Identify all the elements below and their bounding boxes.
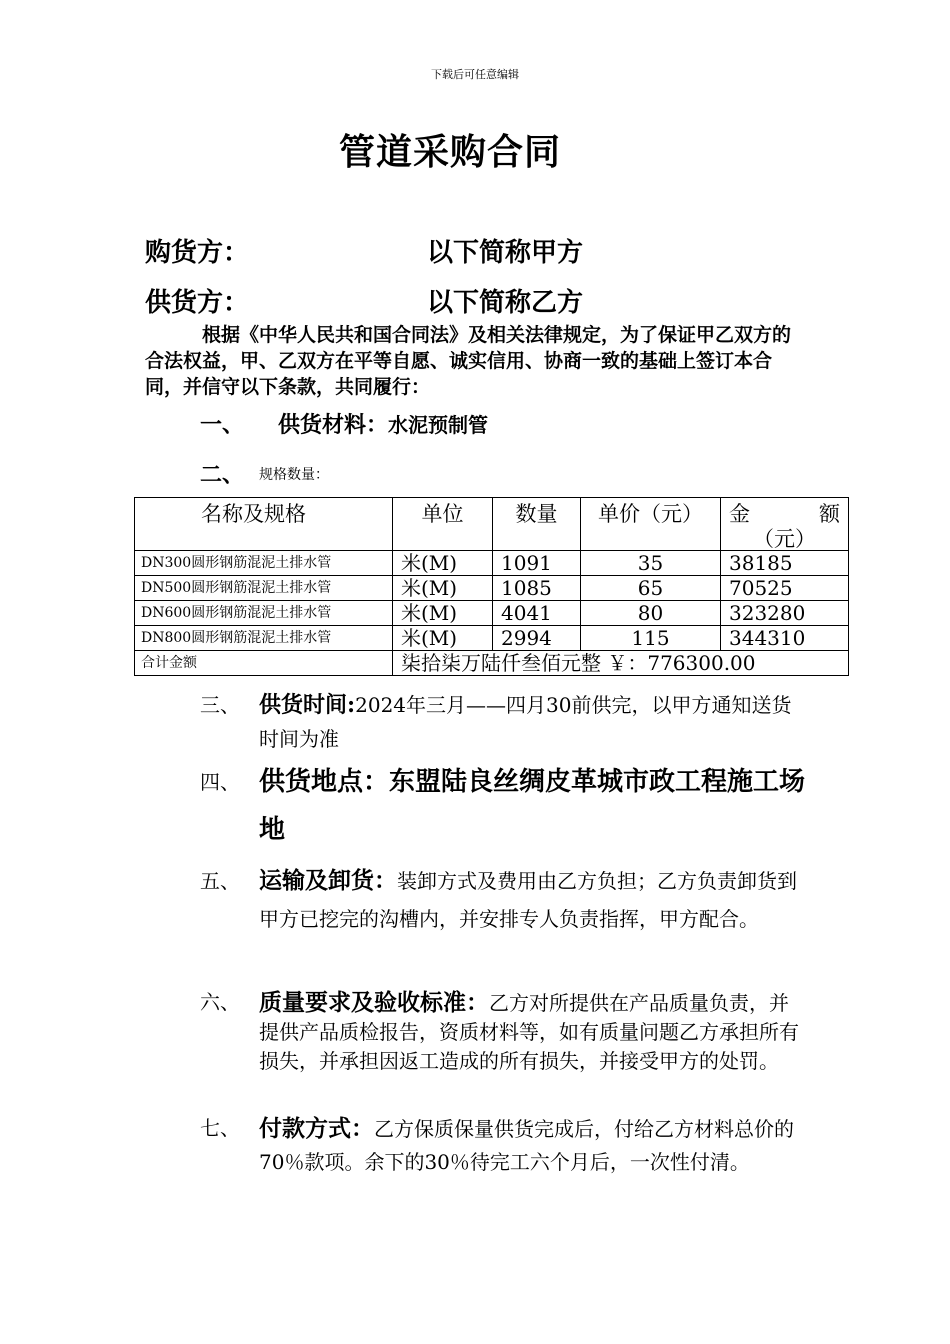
spec-table xyxy=(134,497,849,676)
section-2 xyxy=(200,460,805,490)
section-3-label: 供货时间: xyxy=(259,692,356,718)
header-price: 单价（元） xyxy=(581,498,721,551)
section-3-text: 2024年三月——四月30前供完，以甲方通知送货时间为准 xyxy=(259,693,792,751)
section-7-text: 乙方保质保量供货完成后，付给乙方材料总价的70％款项。余下的30％待完工六个月后，一次性付清。 xyxy=(259,1117,794,1174)
section-1-number: 一、 xyxy=(200,412,245,438)
section-7 xyxy=(200,1112,805,1179)
document-title: 管道采购合同 xyxy=(338,131,561,173)
supplier-line xyxy=(145,282,584,319)
section-4-text: 供货地点：东盟陆良丝绸皮革城市政工程施工场地 xyxy=(259,767,806,845)
intro-paragraph: 根据《中华人民共和国合同法》及相关法律规定，为了保证甲乙双方的合法权益，甲、乙双方在平等自愿、诚实信用、协商一致的基础上签订本合同，并信守以下条款，共同履行： xyxy=(145,324,792,398)
buyer-line xyxy=(145,232,584,269)
section-5-label: 运输及卸货： xyxy=(259,867,397,894)
buyer-alias: 以下简称甲方 xyxy=(427,238,584,268)
table-row: DN600圆形钢筋混泥土排水管 米(M) 4041 80 323280 xyxy=(135,601,849,626)
section-6-number: 六、 xyxy=(200,990,240,1014)
section-6-label: 质量要求及验收标准： xyxy=(259,989,489,1016)
header-amount: 金 额 （元） xyxy=(721,498,849,551)
total-label: 合计金额 xyxy=(135,651,393,676)
section-7-number: 七、 xyxy=(200,1116,240,1140)
buyer-label: 购货方： xyxy=(145,238,250,268)
section-1-label: 供货材料： xyxy=(278,412,389,438)
table-row: DN300圆形钢筋混泥土排水管 米(M) 1091 35 38185 xyxy=(135,551,849,576)
section-1 xyxy=(200,410,805,440)
section-4 xyxy=(200,758,805,854)
section-3-number: 三、 xyxy=(200,693,240,717)
table-header-row xyxy=(135,498,849,551)
supplier-label: 供货方： xyxy=(145,288,250,318)
table-row: DN500圆形钢筋混泥土排水管 米(M) 1085 65 70525 xyxy=(135,576,849,601)
total-value: 柒拾柒万陆仟叁佰元整 ￥：776300.00 xyxy=(393,651,849,676)
section-5-number: 五、 xyxy=(200,869,240,893)
supplier-alias: 以下简称乙方 xyxy=(427,288,584,318)
header-unit: 单位 xyxy=(393,498,493,551)
section-6-text: 乙方对所提供在产品质量负责，并提供产品质检报告，资质材料等，如有质量问题乙方承担所有损失，并承担因返工造成的所有损失，并接受甲方的处罚。 xyxy=(259,991,799,1073)
header-name: 名称及规格 xyxy=(135,498,393,551)
section-2-number: 二、 xyxy=(200,462,245,488)
section-5 xyxy=(200,862,805,938)
section-4-number: 四、 xyxy=(200,770,240,794)
section-6 xyxy=(200,988,805,1076)
header-qty: 数量 xyxy=(493,498,581,551)
section-3 xyxy=(200,688,805,756)
section-5-text: 装卸方式及费用由乙方负担；乙方负责卸货到甲方已挖完的沟槽内，并安排专人负责指挥，甲方配合。 xyxy=(259,869,797,931)
section-2-label: 规格数量： xyxy=(259,467,329,483)
header-note: 下载后可任意编辑 xyxy=(431,68,519,81)
section-7-label: 付款方式： xyxy=(259,1115,374,1142)
section-1-value: 水泥预制管 xyxy=(388,413,489,437)
table-row: DN800圆形钢筋混泥土排水管 米(M) 2994 115 344310 xyxy=(135,626,849,651)
table-total-row xyxy=(135,651,849,676)
